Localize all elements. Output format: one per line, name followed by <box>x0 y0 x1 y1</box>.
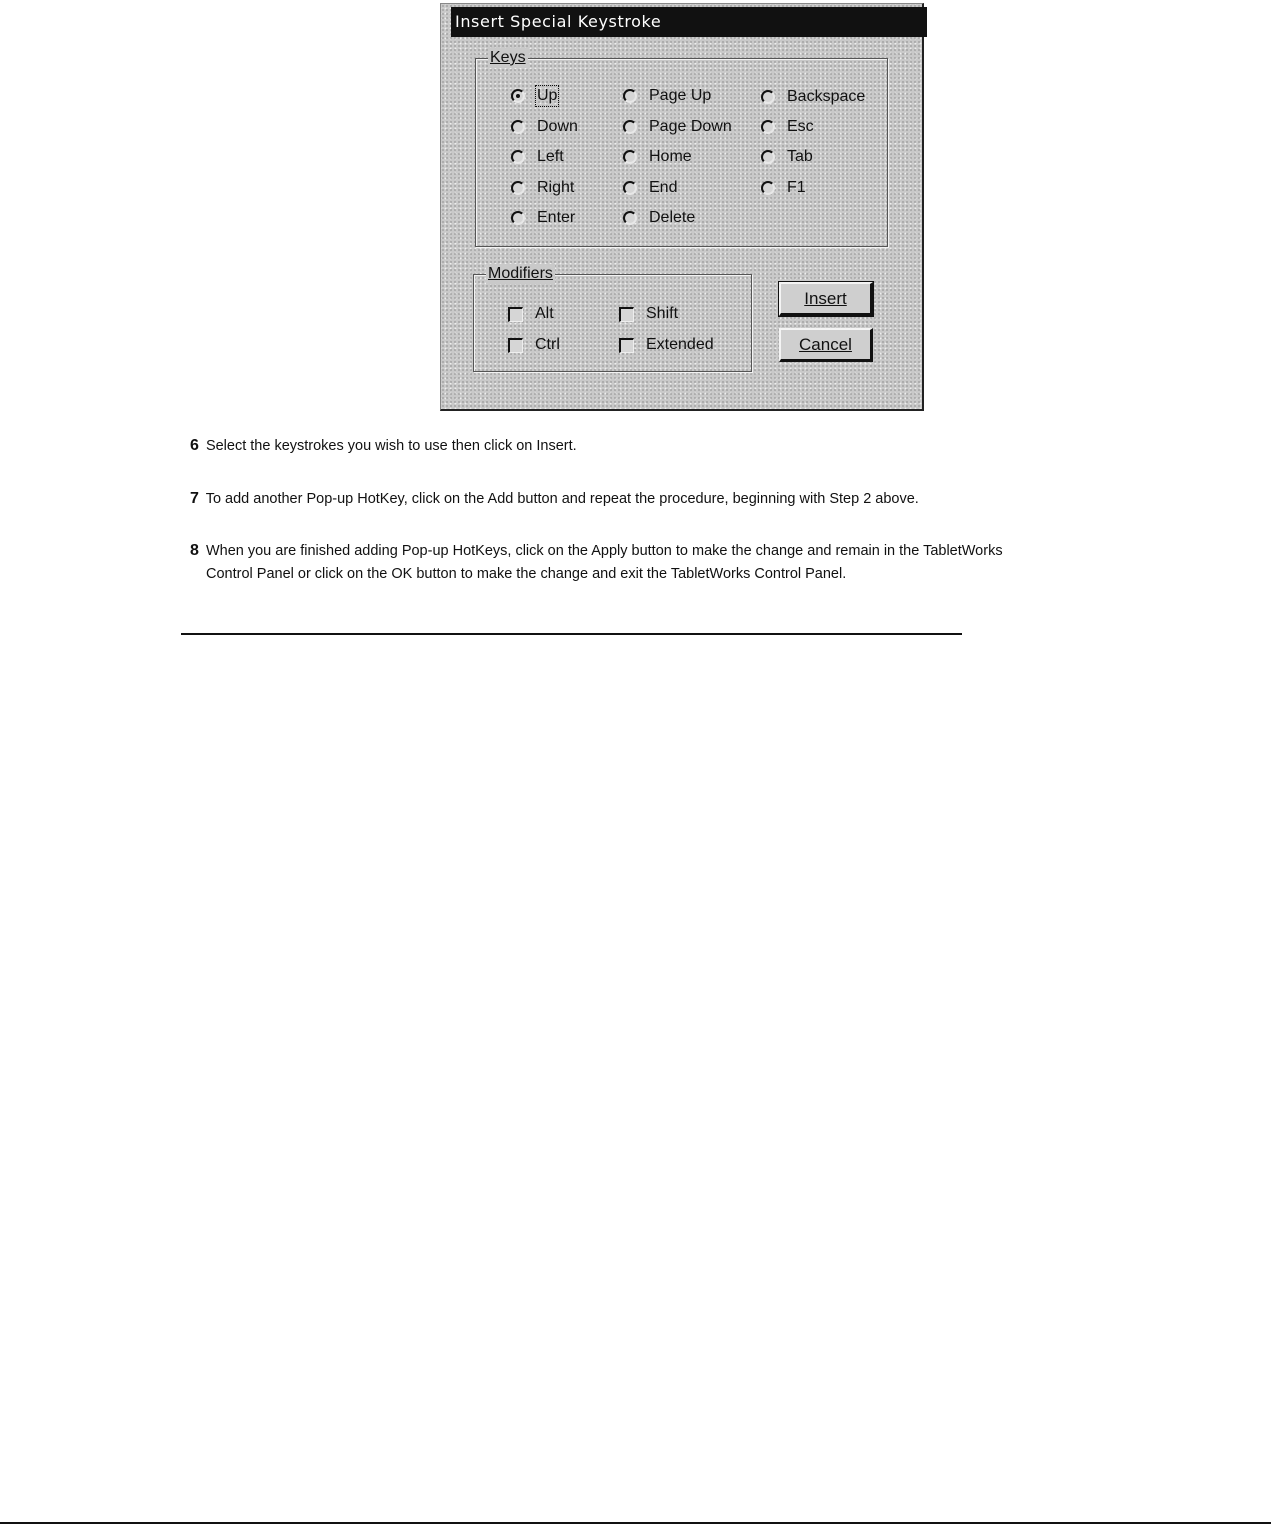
radio-label: Left <box>537 148 564 165</box>
section-divider <box>181 633 962 635</box>
radio-key-f1[interactable] <box>761 179 806 197</box>
step-text-continuation: Control Panel or click on the OK button to make the change and exit the TabletWorks Control Panel. <box>206 566 847 582</box>
step-text: Select the keystrokes you wish to use then click on Insert. <box>205 438 577 454</box>
checkbox-label: Shift <box>646 305 679 322</box>
radio-unchecked-icon <box>511 211 525 225</box>
step-text: When you are finished adding Pop-up HotKeys, click on the Apply button to make the change and remain in the TabletWorks <box>205 543 1003 559</box>
radio-key-page-up[interactable] <box>623 87 711 105</box>
checkbox-extended[interactable] <box>619 336 714 354</box>
radio-key-left[interactable] <box>511 148 564 166</box>
keys-group-label: Keys <box>490 49 526 66</box>
radio-key-esc[interactable] <box>761 118 814 136</box>
radio-label: Up <box>537 87 558 104</box>
radio-unchecked-icon <box>623 120 637 134</box>
modifiers-group-label: Modifiers <box>488 265 553 282</box>
checkbox-label: Ctrl <box>535 336 560 353</box>
step-number: 7 <box>190 490 199 507</box>
radio-label: Home <box>649 148 692 165</box>
step-number: 6 <box>190 437 199 454</box>
checkbox-label: Alt <box>535 305 554 322</box>
checkbox-label: Extended <box>646 336 714 353</box>
insert-special-keystroke-dialog <box>440 3 924 411</box>
keys-group <box>475 49 888 247</box>
step-7 <box>190 487 1150 511</box>
radio-label: Delete <box>649 209 696 226</box>
insert-button[interactable]: Insert <box>779 282 873 316</box>
checkbox-icon <box>619 307 634 322</box>
radio-unchecked-icon <box>623 211 637 225</box>
radio-unchecked-icon <box>623 181 637 195</box>
radio-label: F1 <box>787 179 806 196</box>
radio-unchecked-icon <box>761 181 775 195</box>
dialog-title: Insert Special Keystroke <box>451 7 927 37</box>
checkbox-icon <box>508 338 523 353</box>
checkbox-icon <box>508 307 523 322</box>
step-6 <box>190 434 1150 458</box>
radio-key-backspace[interactable] <box>761 88 865 106</box>
radio-unchecked-icon <box>623 150 637 164</box>
step-text: To add another Pop-up HotKey, click on the Add button and repeat the procedure, beginning with Step 2 above. <box>205 491 919 507</box>
cancel-button[interactable]: Cancel <box>779 328 873 362</box>
radio-label: Tab <box>787 148 813 165</box>
page-bottom-rule <box>0 1522 1271 1524</box>
radio-unchecked-icon <box>511 120 525 134</box>
checkbox-alt[interactable] <box>508 305 554 323</box>
radio-unchecked-icon <box>761 150 775 164</box>
radio-unchecked-icon <box>761 120 775 134</box>
radio-key-right[interactable] <box>511 179 574 197</box>
radio-key-down[interactable] <box>511 118 578 136</box>
radio-label: Enter <box>537 209 576 226</box>
radio-label: Page Up <box>649 87 712 104</box>
radio-unchecked-icon <box>511 181 525 195</box>
radio-checked-icon <box>511 89 525 103</box>
radio-key-end[interactable] <box>623 179 677 197</box>
radio-unchecked-icon <box>511 150 525 164</box>
radio-unchecked-icon <box>761 90 775 104</box>
checkbox-icon <box>619 338 634 353</box>
radio-label: Page Down <box>649 118 732 135</box>
radio-unchecked-icon <box>623 89 637 103</box>
step-number: 8 <box>190 542 199 559</box>
radio-key-page-down[interactable] <box>623 118 732 136</box>
checkbox-ctrl[interactable] <box>508 336 560 354</box>
radio-key-home[interactable] <box>623 148 692 166</box>
modifiers-group <box>473 265 752 372</box>
radio-label: Down <box>537 118 578 135</box>
radio-label: Backspace <box>787 88 866 105</box>
step-8 <box>190 539 1150 586</box>
radio-key-delete[interactable] <box>623 209 695 227</box>
radio-label: Esc <box>787 118 814 135</box>
radio-key-enter[interactable] <box>511 209 575 227</box>
radio-label: Right <box>537 179 575 196</box>
radio-key-up[interactable] <box>511 87 557 105</box>
radio-label: End <box>649 179 678 196</box>
checkbox-shift[interactable] <box>619 305 678 323</box>
radio-key-tab[interactable] <box>761 148 813 166</box>
